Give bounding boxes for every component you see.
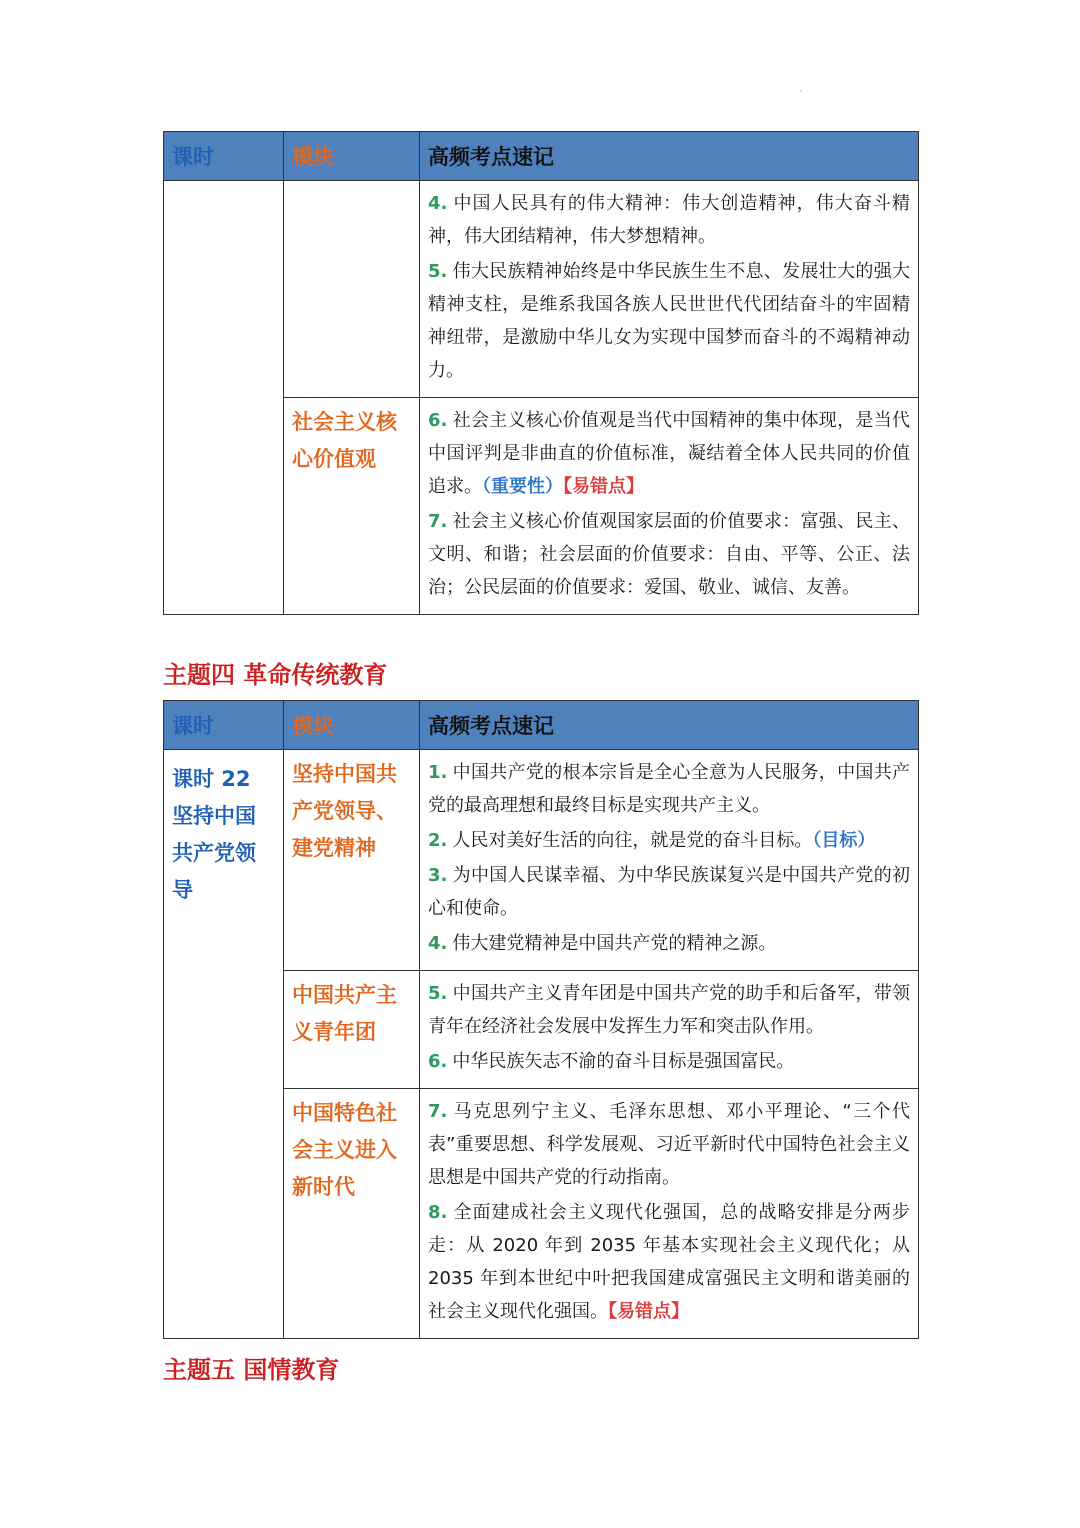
point-number: 4. <box>428 933 448 954</box>
point-number: 7. <box>428 1101 448 1122</box>
module-label: 中国特色社会主义进入新时代 <box>292 1101 397 1199</box>
module-label: 社会主义核心价值观 <box>292 410 397 471</box>
point-text: 为中国人民谋幸福、为中华民族谋复兴是中国共产党的初心和使命。 <box>428 865 910 919</box>
table-header <box>164 701 919 750</box>
point-text: 中国共产主义青年团是中国共产党的助手和后备军，带领青年在经济社会发展中发挥生力军和突击队作用。 <box>428 983 910 1037</box>
point-item <box>428 187 910 253</box>
lesson-cell <box>164 750 284 1339</box>
point-number: 3. <box>428 865 448 886</box>
module-cell <box>284 398 420 615</box>
header-lesson: 课时 <box>164 132 284 181</box>
module-label: 中国共产主义青年团 <box>292 983 397 1044</box>
knowledge-table-2 <box>163 700 919 1339</box>
header-points: 高频考点速记 <box>420 701 919 750</box>
point-text: 马克思列宁主义、毛泽东思想、邓小平理论、“三个代表”重要思想、科学发展观、习近平新时代中国特色社会主义思想是中国共产党的行动指南。 <box>428 1101 910 1188</box>
point-number: 6. <box>428 410 448 431</box>
header-module: 模块 <box>284 132 420 181</box>
points-cell <box>420 1089 919 1339</box>
point-item <box>428 859 910 925</box>
module-label <box>284 181 419 187</box>
page-mark <box>800 90 802 92</box>
point-number: 1. <box>428 762 448 783</box>
importance-tag: （重要性） <box>482 476 563 497</box>
point-item <box>428 1095 910 1194</box>
point-text: 中国共产党的根本宗旨是全心全意为人民服务，中国共产党的最高理想和最终目标是实现共产主义。 <box>428 762 910 816</box>
point-item <box>428 255 910 387</box>
point-item <box>428 824 910 857</box>
point-text: 伟大民族精神始终是中华民族生生不息、发展壮大的强大精神支柱，是维系我国各族人民世世代代团结奋斗的牢固精神纽带，是激励中华儿女为实现中国梦而奋斗的不竭精神动力。 <box>428 261 910 381</box>
point-text: 社会主义核心价值观是当代中国精神的集中体现，是当代中国评判是非曲直的价值标准，凝结着全体人民共同的价值追求。 <box>428 410 910 497</box>
header-module: 模块 <box>284 701 420 750</box>
point-number: 8. <box>428 1202 448 1223</box>
point-number: 5. <box>428 983 448 1004</box>
point-number: 5. <box>428 261 448 282</box>
lesson-label: 课时 22 坚持中国共产党领导 <box>172 767 256 902</box>
module-cell <box>284 971 420 1089</box>
point-text: 伟大建党精神是中国共产党的精神之源。 <box>452 933 777 954</box>
point-text: 人民对美好生活的向往，就是党的奋斗目标。 <box>452 830 813 851</box>
header-lesson: 课时 <box>164 701 284 750</box>
point-number: 4. <box>428 193 448 214</box>
point-number: 2. <box>428 830 448 851</box>
point-text: 社会主义核心价值观国家层面的价值要求：富强、民主、文明、和谐；社会层面的价值要求：自由、平等、公正、法治；公民层面的价值要求：爱国、敬业、诚信、友善。 <box>428 511 910 598</box>
point-item <box>428 1045 910 1078</box>
point-item <box>428 505 910 604</box>
point-number: 6. <box>428 1051 448 1072</box>
goal-tag: （目标） <box>812 830 876 851</box>
points-cell <box>420 181 919 398</box>
point-text: 全面建成社会主义现代化强国，总的战略安排是分两步走：从 2020 年到 2035 年基本实现社会主义现代化；从 2035 年到本世纪中叶把我国建成富强民主文明和谐美丽的社会主义现代化强国。 <box>428 1202 910 1322</box>
error-prone-tag: 【易错点】 <box>608 1301 689 1322</box>
point-text: 中华民族矢志不渝的奋斗目标是强国富民。 <box>452 1051 795 1072</box>
module-cell <box>284 181 420 398</box>
point-item <box>428 1196 910 1328</box>
lesson-cell <box>164 181 284 615</box>
table-row <box>164 181 919 398</box>
point-item <box>428 977 910 1043</box>
point-item <box>428 756 910 822</box>
point-item <box>428 927 910 960</box>
section-title-5: 主题五 国情教育 <box>163 1356 340 1384</box>
point-text: 中国人民具有的伟大精神：伟大创造精神，伟大奋斗精神，伟大团结精神，伟大梦想精神。 <box>428 193 910 247</box>
points-cell <box>420 971 919 1089</box>
knowledge-table-1 <box>163 131 919 615</box>
table-row <box>164 750 919 971</box>
points-cell <box>420 398 919 615</box>
module-label: 坚持中国共产党领导、建党精神 <box>292 762 397 860</box>
point-item <box>428 404 910 503</box>
points-cell <box>420 750 919 971</box>
header-points: 高频考点速记 <box>420 132 919 181</box>
section-title-4: 主题四 革命传统教育 <box>163 661 388 689</box>
table-header <box>164 132 919 181</box>
error-prone-tag: 【易错点】 <box>563 476 644 497</box>
module-cell <box>284 750 420 971</box>
module-cell <box>284 1089 420 1339</box>
point-number: 7. <box>428 511 448 532</box>
